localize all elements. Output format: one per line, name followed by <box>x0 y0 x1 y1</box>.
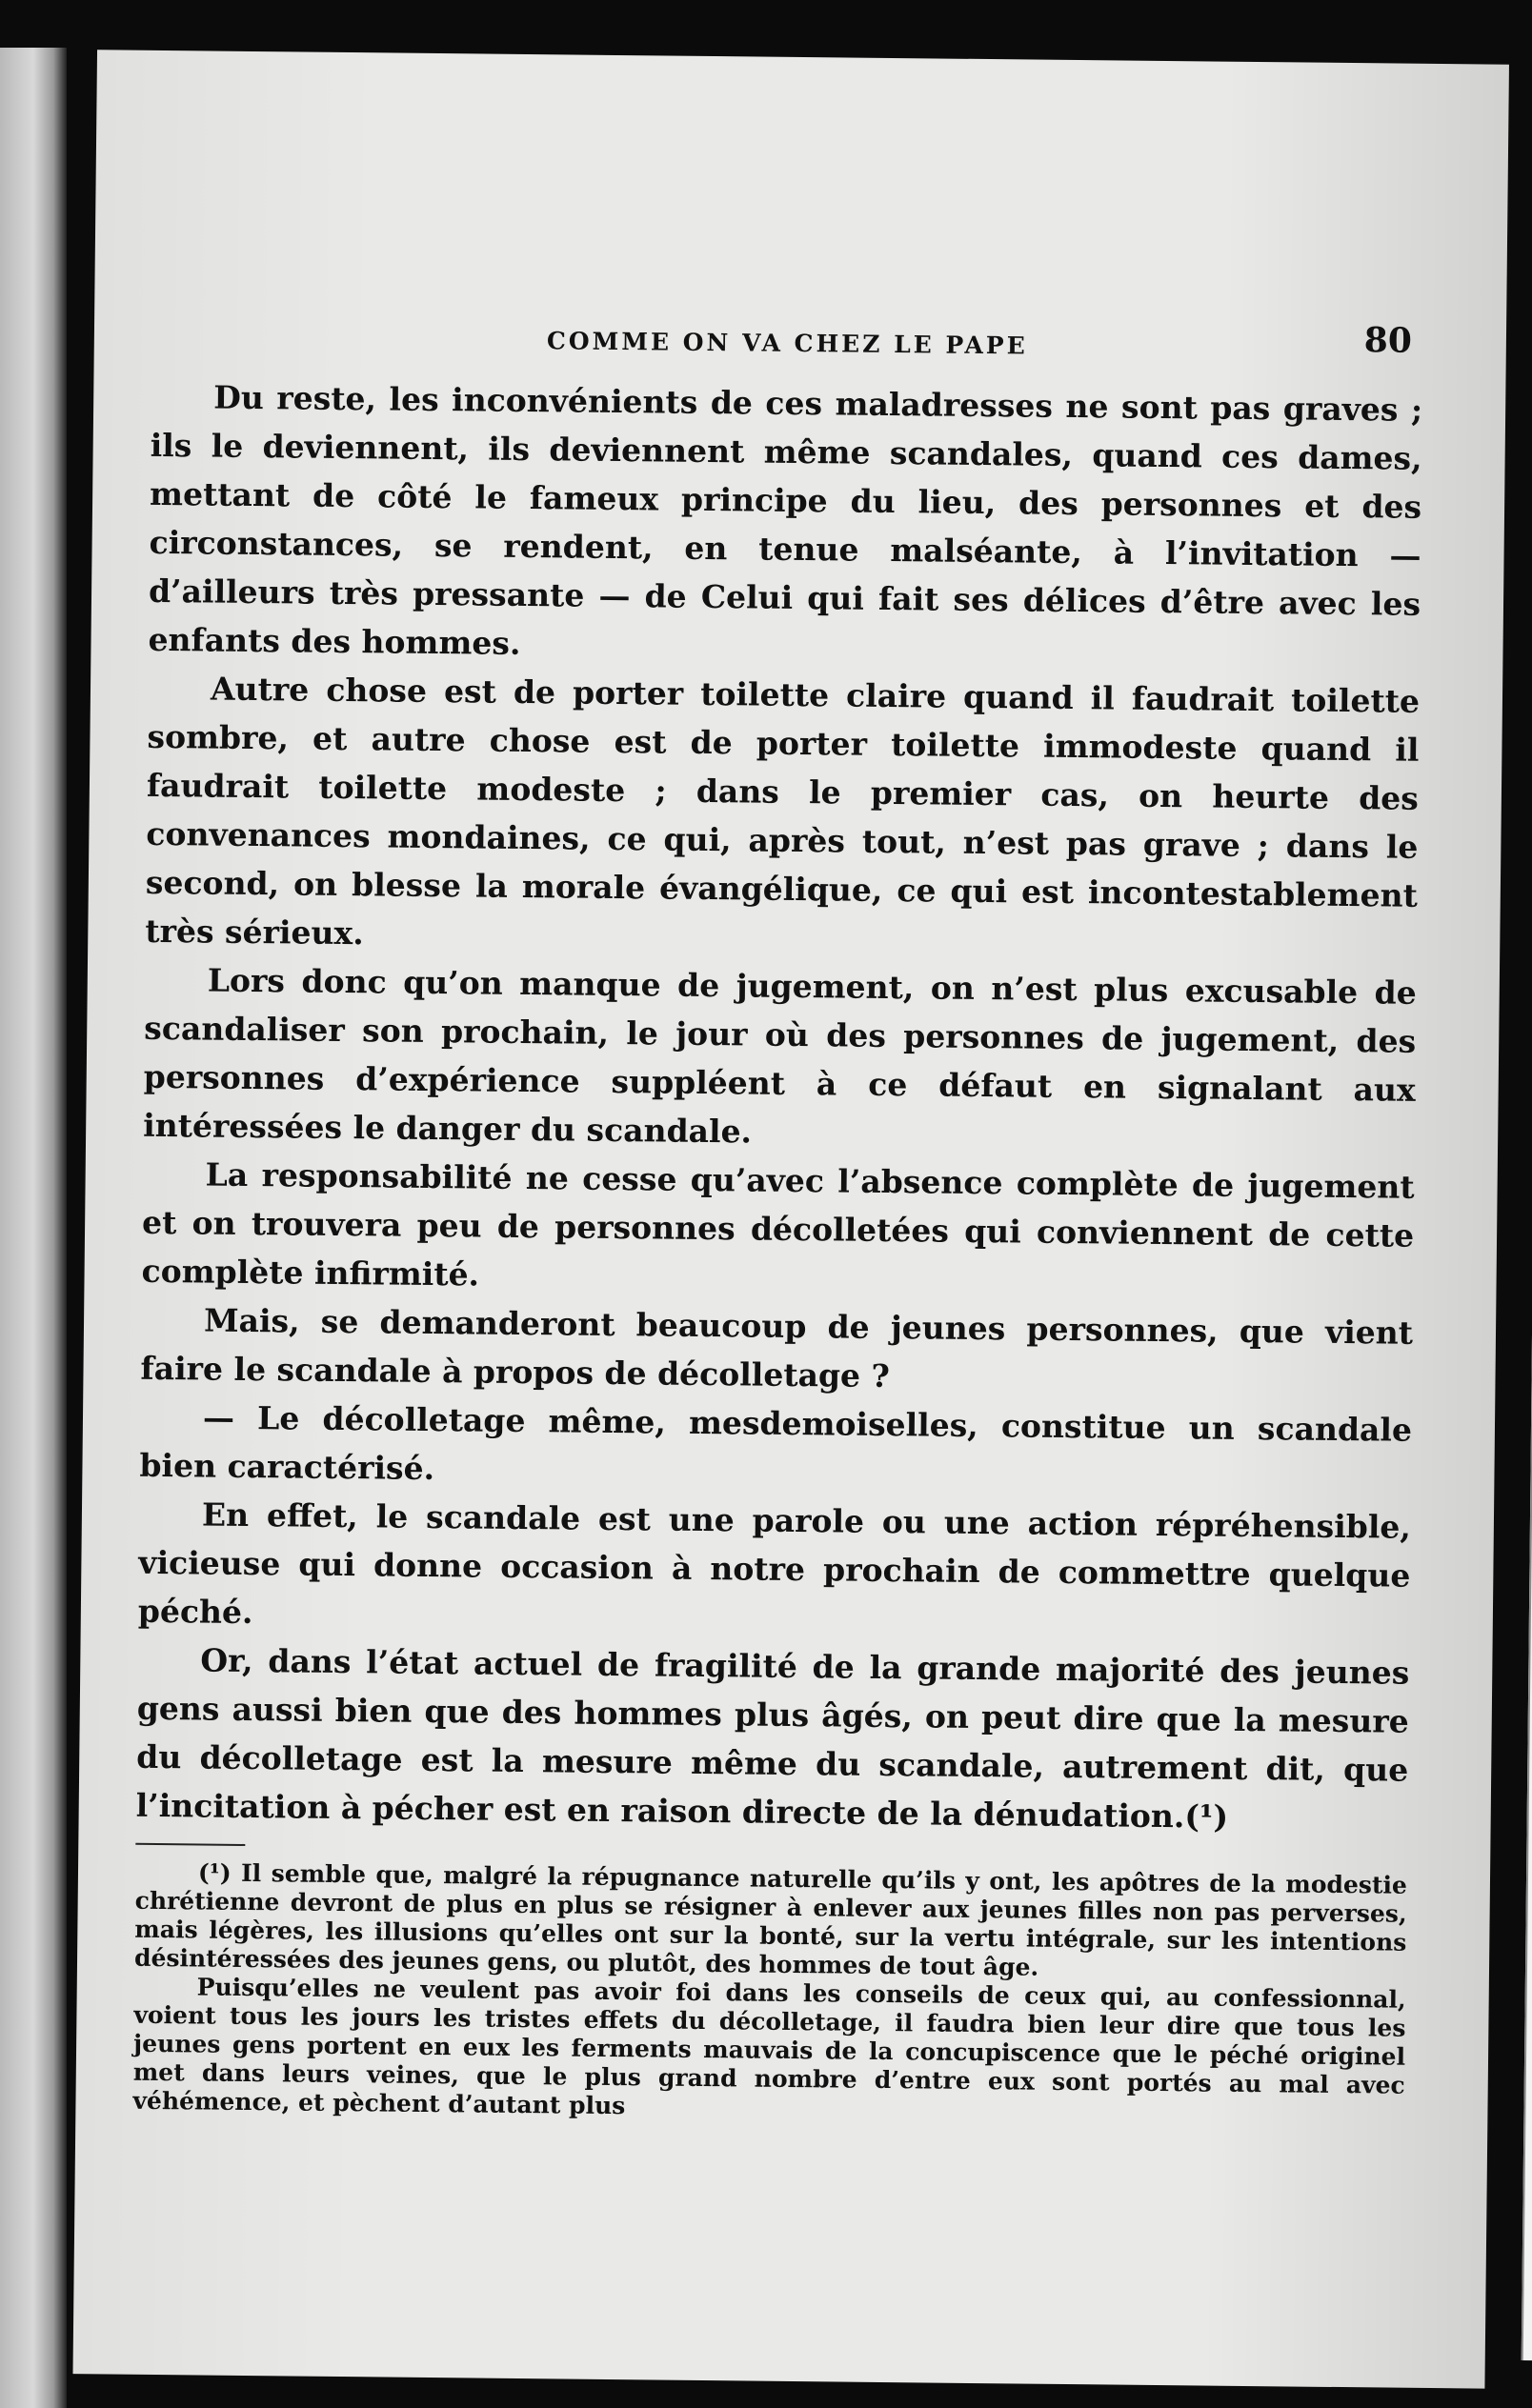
book-page <box>72 50 1508 2388</box>
footnote: (¹) Il semble que, malgré la répugnance naturelle qu’ils y ont, les apôtres de la modestie chrétienne devront de plus en plus se résigner à enlever aux jeunes filles non pas perverses, mais légères, les illusions qu’elles ont sur la bonté, sur la vertu intégrale, sur les intentions désintéressées des jeunes gens, ou plutôt, des hommes de tout âge. <box>133 1858 1408 1981</box>
running-title: COMME ON VA CHEZ LE PAPE <box>546 327 1028 360</box>
paragraph: Du reste, les inconvénients de ces maladresses ne sont pas graves ; ils le deviennent, ils deviennent même scandales, quand ces dames, mettant de côté le fameux principe du lieu, des personnes et des circonstances, se rendent, en tenue malséante, à l’invitation — d’ailleurs très pressante — de Celui qui fait ses délices d’être avec les enfants des hommes. <box>148 378 1423 662</box>
footnotes <box>132 1858 1407 2129</box>
footnote-rule <box>135 1843 245 1846</box>
footnote: Puisqu’elles ne veulent pas avoir foi dans les conseils de ceux qui, au confessionnal, voient tous les jours les tristes effets du décolletage, il faudra bien leur dire que tous les jeunes gens portent en eux les ferments mauvais de la concupiscence que le péché originel met dans leurs veines, que le plus grand nombre d’entre eux sont portés au mal avec véhémence, et pèchent d’autant plus <box>132 1973 1406 2120</box>
page-edge <box>1522 170 1532 2360</box>
paragraph: Autre chose est de porter toilette claire quand il faudrait toilette sombre, et autre chose est de porter toilette immodeste quand il faudrait toilette modeste ; dans le premier cas, on heurte des convenances mondaines, ce qui, après tout, n’est pas grave ; dans le second, on blesse la morale évangélique, ce qui est incontestablement très sérieux. <box>145 670 1421 953</box>
page-number: 80 <box>1363 320 1413 361</box>
running-head <box>151 308 1424 378</box>
paragraph: Mais, se demanderont beaucoup de jeunes personnes, que vient faire le scandale à propos de décolletage ? <box>140 1301 1414 1395</box>
film-edge-strip <box>0 48 67 2408</box>
page-content <box>132 308 1423 2129</box>
body-text <box>135 372 1422 1843</box>
paragraph: Lors donc qu’on manque de jugement, on n’est plus excusable de scandaliser son prochain, le jour où des personnes de jugement, des personnes d’expérience suppléent à ce défaut en signalant aux intéressées le danger du scandale. <box>143 961 1417 1151</box>
paragraph: En effet, le scandale est une parole ou une action répréhensible, vicieuse qui donne occasion à notre prochain de commettre quelque péché. <box>137 1495 1412 1632</box>
paragraph: — Le décolletage même, mesdemoiselles, constitue un scandale bien caractérisé. <box>139 1398 1413 1488</box>
paragraph: La responsabilité ne cesse qu’avec l’absence complète de jugement et on trouvera peu de personnes décolletées qui conviennent de cette complète infirmité. <box>141 1155 1415 1294</box>
paragraph: Or, dans l’état actuel de fragilité de la grande majorité des jeunes gens aussi bien que des hommes plus âgés, on peut dire que la mesure du décolletage est la mesure même du scandale, autrement dit, que l’incitation à pécher est en raison directe de la dénudation.(¹) <box>135 1641 1410 1836</box>
